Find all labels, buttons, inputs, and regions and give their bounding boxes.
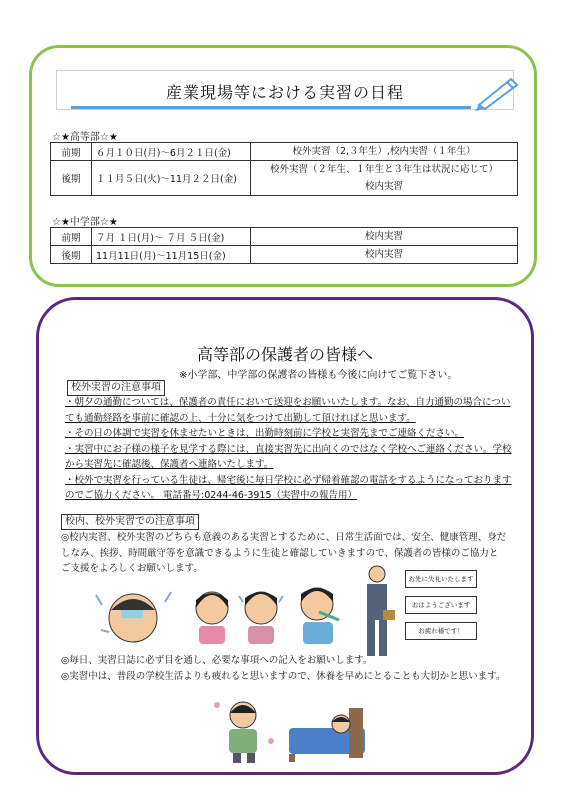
dates-cell: ７月 １日(月)〜 ７月 ５日(金) — [92, 228, 251, 246]
notice-title: 高等部の保護者の皆様へ — [196, 345, 373, 364]
speech-bubble: お疲れ様です！ — [405, 622, 477, 640]
dates-cell: 11月11日(月)〜11月15日(金) — [92, 246, 251, 264]
paragraph-line: から実習先に確認後、保護者へ連絡いたします。 — [65, 459, 274, 470]
paragraph-line: ・朝夕の通勤については、保護者の責任において送迎をお願いいたします。なお、自力通勤の場合につい — [65, 397, 511, 408]
paragraph-line: ・校外で実習を行っている生徒は、帰宅後に毎日学校に必ず帰着確認の電話をするようになっております — [65, 474, 512, 486]
sleeping-in-bed-illustration — [285, 698, 369, 764]
section1-text — [65, 395, 525, 504]
schedule-box — [29, 45, 537, 287]
paragraph-line: ・その日の体調で実習を休ませたいときは、出勤時刻前に学校と実習先までご連絡ください。 — [65, 428, 465, 439]
high-school-heading: ☆★高等部☆★ — [52, 132, 118, 143]
paragraph-line: ご支援をよろしくお願いします。 — [61, 563, 203, 574]
worker-greeting-illustration — [357, 562, 507, 662]
girl-greeting-illustration — [189, 586, 235, 646]
paragraph-line: ◎実習中は、普段の学校生活よりも疲れると思いますので、休養を早めにとることも大切かと思います。 — [61, 670, 506, 682]
parents-notice-box — [36, 297, 534, 775]
table-row — [51, 246, 518, 264]
table-row — [51, 143, 518, 161]
term-cell: 前期 — [51, 143, 92, 161]
section1-label: 校外実習の注意事項 — [67, 380, 165, 396]
content-cell: 校外実習（2,３年生）,校内実習（１年生） — [251, 143, 518, 161]
notice-subtitle: ※小学部、中学部の保護者の皆様も今後に向けてご覧下さい。 — [179, 370, 458, 381]
tired-student-illustration — [211, 695, 281, 765]
content-cell: 校内実習 — [251, 228, 518, 246]
speech-bubble: おはようございます — [405, 596, 477, 614]
term-cell: 後期 — [51, 246, 92, 264]
high-school-schedule-table — [50, 142, 518, 196]
content-cell — [251, 161, 518, 196]
paragraph-line: ても通勤経路を事前に確認の上、十分に気をつけて出勤して頂ければと思います。 — [65, 412, 416, 424]
section2-label: 校内、校外実習での注意事項 — [61, 514, 199, 530]
paragraph-line: ◎校内実習、校外実習のどちらも意義のある実習とするために、日常生活面では、安全、健康管理、身だ — [61, 532, 507, 543]
term-cell: 後期 — [51, 161, 92, 196]
content-cell: 校内実習 — [251, 246, 518, 264]
schedule-title-bar — [56, 70, 514, 110]
paragraph-line: ◎毎日、実習日誌に必ず目を通し、必要な事項への記入をお願いします。 — [61, 655, 373, 666]
content-line: 校内実習 — [364, 181, 403, 192]
boy-brushing-teeth-illustration — [291, 580, 347, 646]
term-cell: 前期 — [51, 228, 92, 246]
middle-school-schedule-table — [50, 227, 518, 264]
table-row — [51, 161, 518, 196]
middle-school-heading: ☆★中学部☆★ — [52, 217, 118, 228]
paragraph-line: ・実習中にお子様の様子を見学する際には、直接実習先に出向くのではなく学校へご連絡ください。学校 — [65, 443, 512, 455]
paragraph-line: のでご協力ください。 電話番号:0244-46-3915（実習中の報告用） — [65, 490, 358, 501]
speech-bubble: お先に失礼いたします — [405, 570, 477, 588]
dates-cell: ６月１０日(月)〜6月２１日(金) — [92, 143, 251, 161]
title-underline — [71, 106, 471, 109]
content-line: 校外実習（２年生、１年生と３年生は状況に応じて） — [269, 164, 498, 175]
pencil-icon — [471, 73, 521, 111]
table-row — [51, 228, 518, 246]
section3-text — [61, 653, 527, 684]
student-sweating-illustration — [237, 586, 285, 646]
schedule-title: 産業現場等における実習の日程 — [165, 83, 404, 102]
dates-cell: １１月５日(火)〜11月２２日(金) — [92, 161, 251, 196]
sick-student-illustration — [91, 580, 181, 650]
businessman-illustration — [357, 562, 397, 662]
paragraph-line: しなみ、挨拶、時間厳守等を意識できるように生徒と確認していきますので、保護者の皆様のご協力と — [61, 547, 499, 559]
